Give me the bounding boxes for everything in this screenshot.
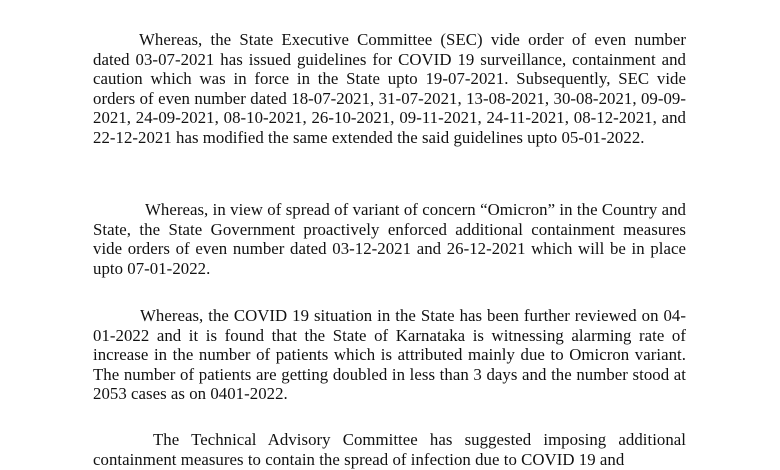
- paragraph-omicron-measures: Whereas, in view of spread of variant of concern “Omicron” in the Country and State, the State Government proactively enforced additional containment measures vide orders of even number dated 03-12-2021 and 26-12-2021 which will be in place upto 07-01-2022.: [93, 200, 686, 278]
- paragraph-covid-review: Whereas, the COVID 19 situation in the State has been further reviewed on 04-01-2022 and it is found that the State of Karnataka is witnessing alarming rate of increase in the number of patients which is attributed mainly due to Omicron variant. The number of patients are getting doubled in less than 3 days and the number stood at 2053 cases as on 0401-2022.: [93, 306, 686, 404]
- paragraph-sec-guidelines: Whereas, the State Executive Committee (SEC) vide order of even number dated 03-07-2021 has issued guidelines for COVID 19 surveillance, containment and caution which was in force in the State upto 19-07-2021. Subsequently, SEC vide orders of even number dated 18-07-2021, 31-07-2021, 13-08-2021, 30-08-2021, 09-09-2021, 24-09-2021, 08-10-2021, 26-10-2021, 09-11-2021, 24-11-2021, 08-12-2021, and 22-12-2021 has modified the same extended the said guidelines upto 05-01-2022.: [93, 30, 686, 147]
- paragraph-technical-advisory: The Technical Advisory Committee has suggested imposing additional containment measures to contain the spread of infection due to COVID 19 and: [93, 430, 686, 469]
